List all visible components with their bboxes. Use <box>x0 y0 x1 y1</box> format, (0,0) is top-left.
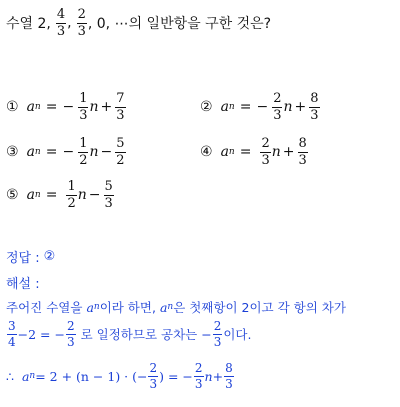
option-lhs: a <box>26 99 35 116</box>
option-coef: $\frac{1}{2}$ <box>79 136 88 168</box>
option-4[interactable]: ④ a n = $\frac{2}{3}$ n + $\frac{8}{3}$ <box>200 136 307 168</box>
fraction-4-3: $\frac{4}{3}$ <box>56 7 66 39</box>
option-const: $\frac{7}{3}$ <box>116 91 125 123</box>
answer-line <box>6 247 55 266</box>
option-marker: ④ <box>200 144 213 161</box>
question-text: 수열 2, $\frac{4}{3}$ , $\frac{2}{3}$ , 0, ⋯의 일반항을 구한 것은? <box>6 7 272 39</box>
option-const: $\frac{8}{3}$ <box>310 91 319 123</box>
answer-value: ② <box>43 249 56 264</box>
explanation-line-1: 주어진 수열을 a n 이라 하면, a n 은 첫째항이 2이고 각 항의 차가 <box>6 299 346 315</box>
option-lhs: a <box>220 144 229 161</box>
option-lhs: a <box>220 99 229 116</box>
option-5[interactable]: ⑤ a n = $\frac{1}{2}$ n − $\frac{5}{3}$ <box>6 179 113 211</box>
option-2[interactable]: ② a n = − $\frac{2}{3}$ n + $\frac{8}{3}$ <box>200 91 319 123</box>
option-1[interactable]: ① a n = − $\frac{1}{3}$ n + $\frac{7}{3}$ <box>6 91 125 123</box>
option-lhs: a <box>26 144 35 161</box>
option-lhs: a <box>26 187 35 204</box>
explanation-line-2: $\frac{3}{4}$ −2 = − $\frac{2}{3}$ 로 일정하므로 공차는 − $\frac{2}{3}$ 이다. <box>8 319 252 349</box>
fraction-2-3: $\frac{2}{3}$ <box>77 7 86 39</box>
explanation-label: 해설 : <box>6 277 40 292</box>
option-const: $\frac{5}{3}$ <box>104 179 113 211</box>
option-marker: ① <box>6 99 19 116</box>
answer-label: 정답 : <box>6 251 40 266</box>
option-coef: $\frac{2}{3}$ <box>273 91 282 123</box>
option-marker: ② <box>200 99 213 116</box>
question-prefix: 수열 2, <box>6 16 51 33</box>
question-rest: , 0, ⋯의 일반항을 구한 것은? <box>87 16 272 33</box>
option-marker: ③ <box>6 144 19 161</box>
option-coef: $\frac{2}{3}$ <box>261 136 270 168</box>
option-const: $\frac{5}{2}$ <box>116 136 125 168</box>
option-marker: ⑤ <box>6 187 19 204</box>
explanation-line-3: ∴ a n = 2 + (n − 1) · (− $\frac{2}{3}$ ) = − $\frac{2}{3}$ n + $\frac{8}{3}$ <box>6 361 233 391</box>
option-3[interactable]: ③ a n = − $\frac{1}{2}$ n − $\frac{5}{2}$ <box>6 136 125 168</box>
option-coef: $\frac{1}{2}$ <box>67 179 76 211</box>
option-const: $\frac{8}{3}$ <box>298 136 307 168</box>
option-coef: $\frac{1}{3}$ <box>79 91 88 123</box>
